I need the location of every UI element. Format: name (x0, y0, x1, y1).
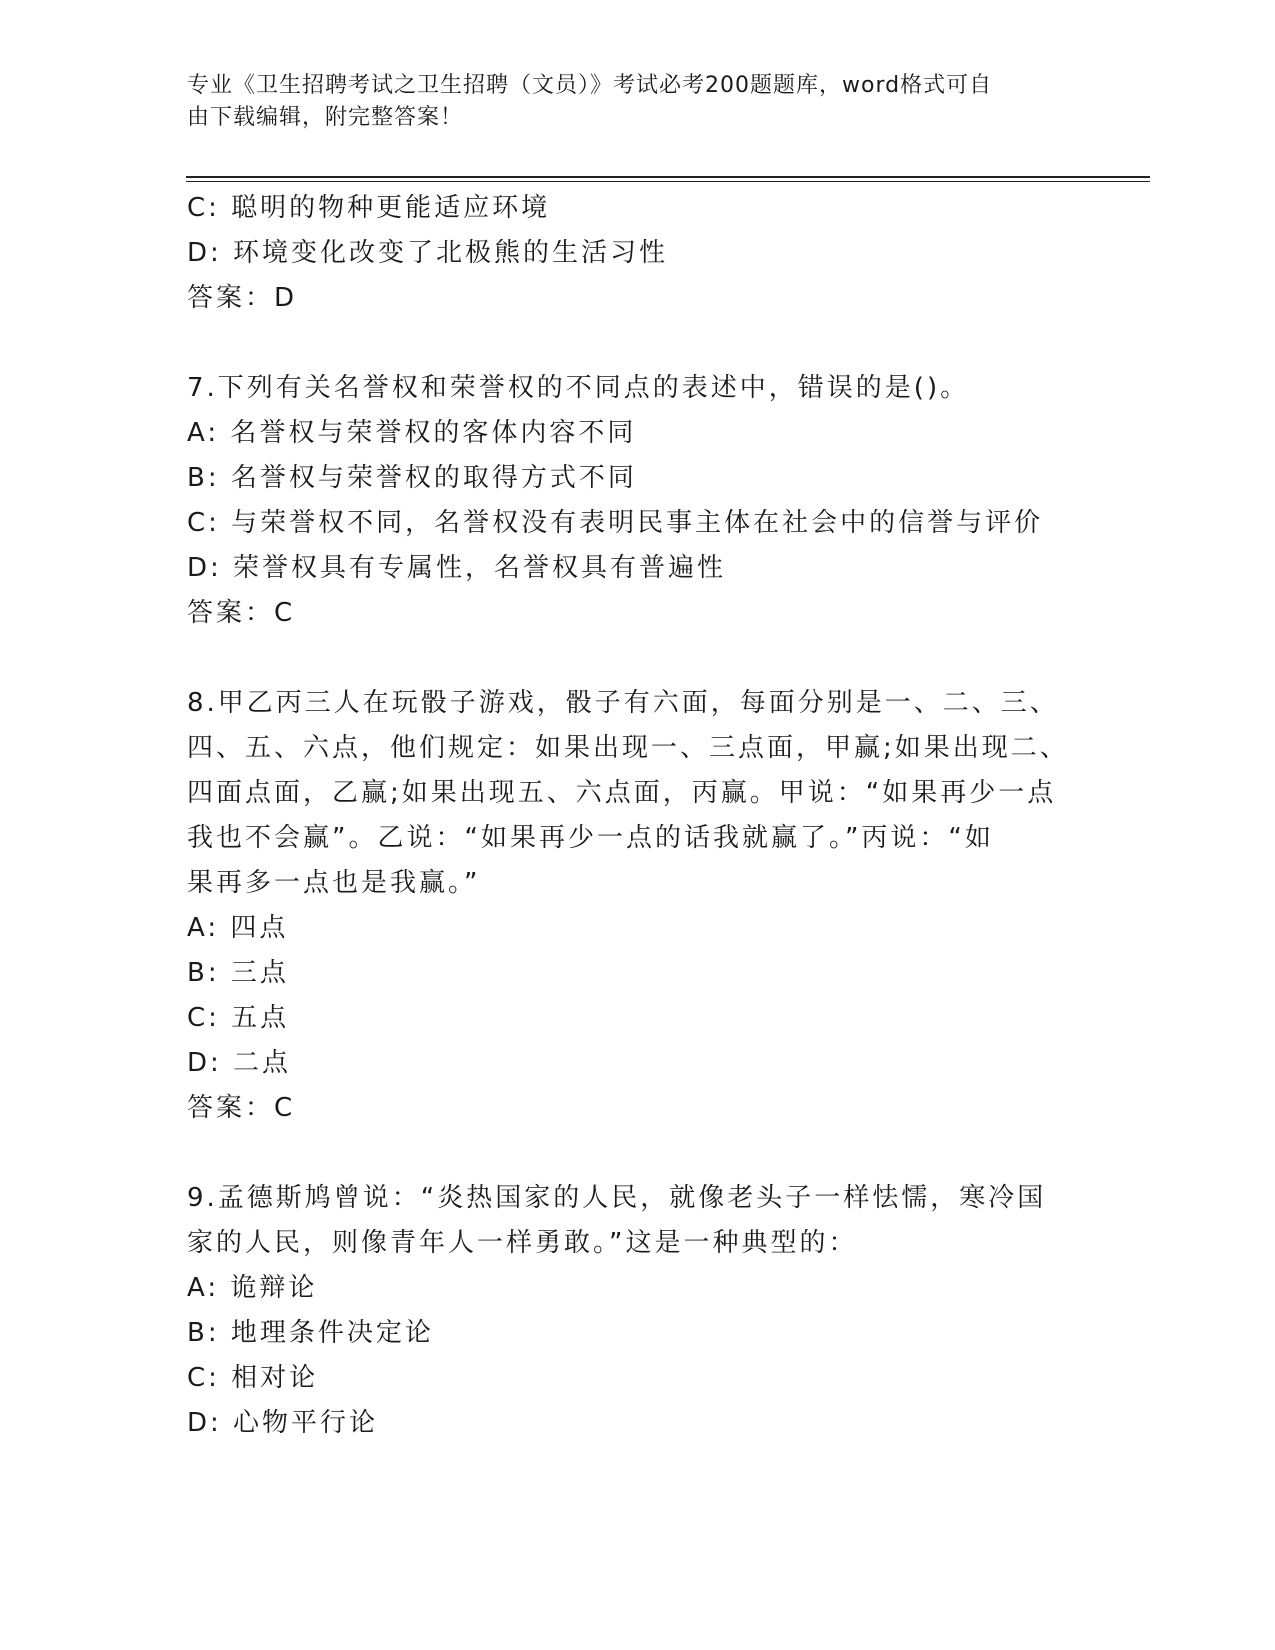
option-b: B: 三点 (187, 958, 289, 988)
option-d: D: 荣誉权具有专属性，名誉权具有普遍性 (187, 553, 727, 583)
spacer (187, 321, 1087, 366)
answer-text: 答案：C (187, 598, 296, 628)
question-6-continued (187, 186, 1087, 321)
question-stem-line: 我也不会赢”。乙说：“如果再少一点的话我就赢了。”丙说：“如 (187, 823, 994, 853)
question-stem: 7.下列有关名誉权和荣誉权的不同点的表述中，错误的是()。 (187, 373, 970, 403)
header-divider (186, 176, 1150, 182)
option-c: C: 聪明的物种更能适应环境 (187, 193, 551, 223)
answer-text: 答案：C (187, 1093, 296, 1123)
header-line-2: 由下载编辑，附完整答案！ (187, 105, 464, 130)
question-stem-line: 家的人民，则像青年人一样勇敢。”这是一种典型的： (187, 1228, 858, 1258)
question-7 (187, 366, 1087, 636)
option-b: B: 地理条件决定论 (187, 1318, 434, 1348)
header-line-1: 专业《卫生招聘考试之卫生招聘（文员）》考试必考200题题库，word格式可自 (187, 73, 993, 98)
document-header (187, 70, 1067, 134)
option-a: A: 诡辩论 (187, 1273, 318, 1303)
option-d: D: 二点 (187, 1048, 292, 1078)
option-a: A: 四点 (187, 913, 289, 943)
question-9 (187, 1176, 1087, 1446)
answer-text: 答案：D (187, 283, 298, 313)
option-b: B: 名誉权与荣誉权的取得方式不同 (187, 463, 637, 493)
option-d: D: 心物平行论 (187, 1408, 379, 1438)
option-c: C: 与荣誉权不同，名誉权没有表明民事主体在社会中的信誉与评价 (187, 508, 1044, 538)
question-stem-line: 8.甲乙丙三人在玩骰子游戏，骰子有六面，每面分别是一、二、三、 (187, 688, 1059, 718)
spacer (187, 1131, 1087, 1176)
question-8 (187, 681, 1087, 1131)
spacer (187, 636, 1087, 681)
option-d: D: 环境变化改变了北极熊的生活习性 (187, 238, 669, 268)
option-c: C: 五点 (187, 1003, 290, 1033)
option-a: A: 名誉权与荣誉权的客体内容不同 (187, 418, 637, 448)
question-list (187, 186, 1087, 1446)
question-stem-line: 四面点面，乙赢;如果出现五、六点面，丙赢。甲说：“如果再少一点 (187, 778, 1057, 808)
question-stem-line: 果再多一点也是我赢。” (187, 868, 481, 898)
question-stem-line: 9.孟德斯鸠曾说：“炎热国家的人民，就像老头子一样怯懦，寒冷国 (187, 1183, 1047, 1213)
option-c: C: 相对论 (187, 1363, 319, 1393)
question-stem-line: 四、五、六点，他们规定：如果出现一、三点面，甲赢;如果出现二、 (187, 733, 1069, 763)
